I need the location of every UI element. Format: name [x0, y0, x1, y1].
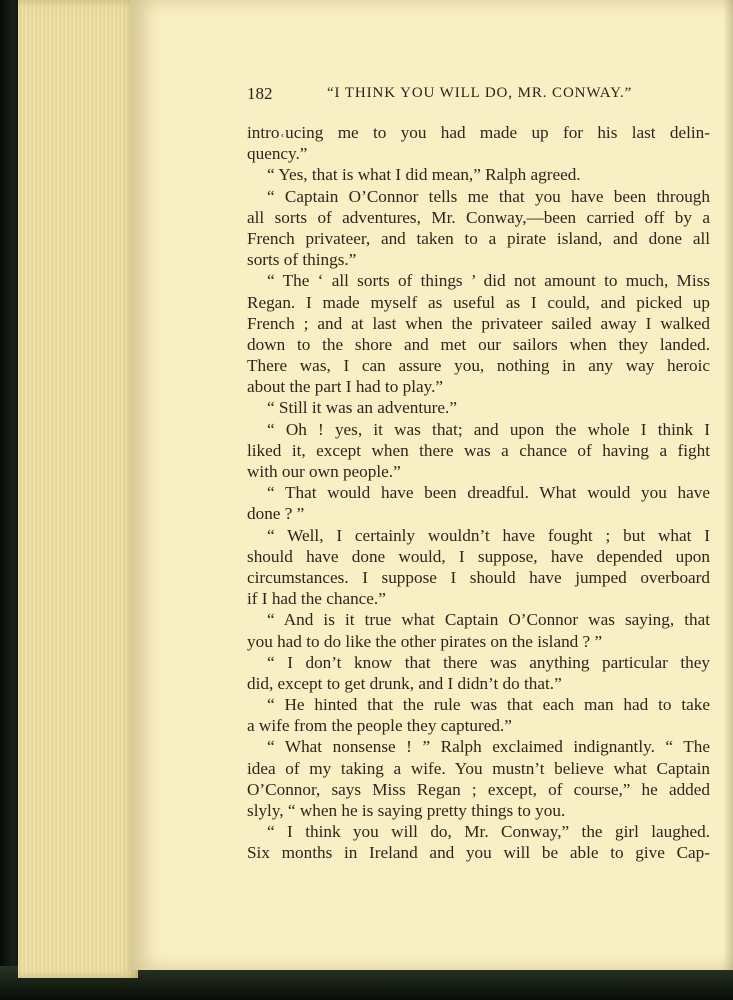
text-line: “ The ‘ all sorts of things ’ did not amount to much, Miss — [267, 271, 710, 291]
text-line: if I had the chance.” — [247, 589, 386, 609]
text-line: “ He hinted that the rule was that each man had to take — [267, 695, 710, 715]
page-edge-shadow — [723, 0, 733, 970]
text-line: Six months in Ireland and you will be able to give Cap- — [247, 843, 710, 863]
text-line: “ What nonsense ! ” Ralph exclaimed indignantly. “ The — [267, 737, 710, 757]
page-stack-edge — [18, 0, 138, 978]
text-line: “ Still it was an adventure.” — [267, 398, 457, 418]
text-line: “ Well, I certainly wouldn’t have fought ; but what I — [267, 525, 710, 545]
text-line: about the part I had to play.” — [247, 377, 443, 397]
text-line: all sorts of adventures, Mr. Conway,—been carried off by a — [247, 207, 710, 227]
text-line: did, except to get drunk, and I didn’t do that.” — [247, 673, 562, 693]
text-line: down to the shore and met our sailors when they landed. — [247, 334, 710, 354]
text-line: “ Captain O’Connor tells me that you have been through — [267, 186, 710, 206]
text-line: French ; and at last when the privateer sailed away I walked — [247, 313, 710, 333]
text-line: “ And is it true what Captain O’Connor was saying, that — [267, 610, 710, 630]
text-line: “ I think you will do, Mr. Conway,” the girl laughed. — [267, 822, 710, 842]
text-line: Regan. I made myself as useful as I could, and picked up — [247, 292, 710, 312]
text-line: idea of my taking a wife. You mustn’t believe what Captain — [247, 758, 710, 778]
text-line: “ Oh ! yes, it was that; and upon the whole I think I — [267, 419, 710, 439]
text-line: “ I don’t know that there was anything particular they — [267, 652, 710, 672]
text-line: French privateer, and taken to a pirate island, and done all — [247, 228, 710, 248]
text-line: sorts of things.” — [247, 250, 357, 270]
text-line: intro˓ucing me to you had made up for his last delin- — [247, 123, 710, 142]
running-head: “I THINK YOU WILL DO, MR. CONWAY.” — [327, 85, 633, 101]
page-number: 182 — [247, 84, 273, 103]
text-line: a wife from the people they captured.” — [247, 716, 512, 736]
body-text — [247, 122, 710, 864]
text-line: “ That would have been dreadful. What would you have — [267, 483, 710, 503]
text-line: “ Yes, that is what I did mean,” Ralph agreed. — [267, 165, 581, 185]
text-line: you had to do like the other pirates on the island ? ” — [247, 631, 603, 651]
text-line: with our own people.” — [247, 462, 401, 481]
text-line: liked it, except when there was a chance of having a fight — [247, 440, 710, 460]
text-line: circumstances. I suppose I should have jumped overboard — [247, 567, 710, 587]
text-line: quency.” — [247, 144, 308, 164]
text-line: slyly, “ when he is saying pretty things to you. — [247, 801, 566, 820]
text-line: There was, I can assure you, nothing in any way heroic — [247, 356, 710, 376]
text-line: should have done would, I suppose, have depended upon — [247, 546, 710, 566]
text-line: O’Connor, says Miss Regan ; except, of course,” he added — [247, 779, 710, 799]
text-line: done ? ” — [247, 504, 305, 524]
page-header — [247, 84, 717, 110]
